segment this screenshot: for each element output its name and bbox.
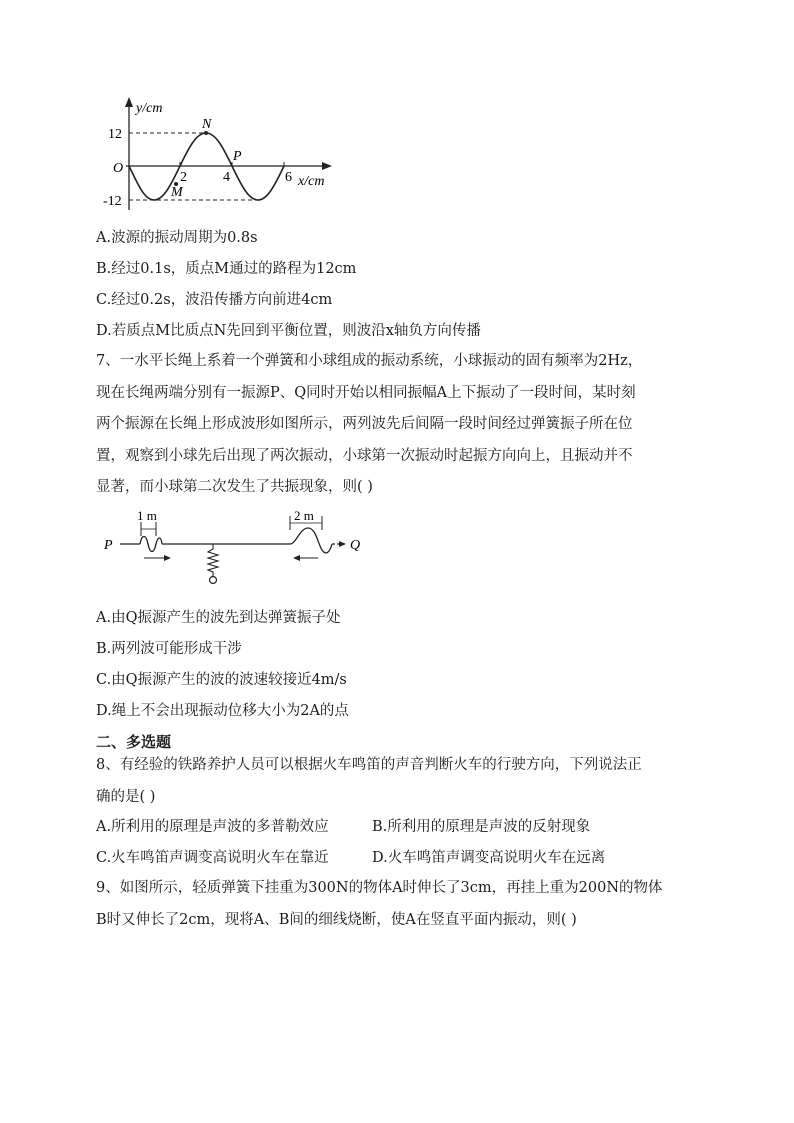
spring: [208, 544, 218, 576]
origin-label: O: [113, 161, 124, 176]
q8-option-c: C.火车鸣笛声调变高说明火车在靠近: [96, 850, 329, 866]
q7-line-3: 两个振源在长绳上形成波形如图所示，两列波先后间隔一段时间经过弹簧振子所在位: [96, 416, 633, 432]
x-axis-arrow: [322, 162, 332, 170]
q9-line-2: B时又伸长了2cm，现将A、B间的细线烧断，使A在竖直平面内振动，则( ): [96, 911, 577, 928]
y-axis-arrow: [125, 97, 133, 107]
label-Q: Q: [350, 538, 361, 553]
q7-option-b: B.两列波可能形成干涉: [96, 641, 242, 657]
left-wave-pulse: [140, 537, 162, 552]
q7-option-d: D.绳上不会出现振动位移大小为2A的点: [96, 703, 349, 719]
dim-left-label: 1 m: [137, 508, 157, 523]
ball: [210, 577, 217, 584]
arrow-right-wave-head: [293, 555, 300, 561]
q6-option-b: B.经过0.1s，质点M通过的路程为12cm: [96, 261, 357, 277]
q7-line-5: 显著，而小球第二次发生了共振现象，则( ): [96, 479, 373, 495]
point-N-label: N: [202, 117, 212, 132]
y-axis-label: y/cm: [136, 101, 163, 116]
point-P-label: P: [233, 149, 242, 164]
tick-label-y-12: 12: [108, 127, 122, 142]
x-axis-label: x/cm: [298, 174, 325, 189]
arrow-left-wave-head: [164, 555, 171, 561]
q8-option-a: A.所利用的原理是声波的多普勒效应: [96, 819, 329, 835]
dim-right-label: 2 m: [294, 508, 314, 523]
q8-option-d: D.火车鸣笛声调变高说明火车在远离: [372, 850, 606, 866]
section-heading-multiple-choice: 二、多选题: [96, 733, 172, 751]
q7-line-1: 7、一水平长绳上系着一个弹簧和小球组成的振动系统，小球振动的固有频率为2Hz，: [96, 353, 643, 369]
label-P: P: [104, 538, 113, 553]
tick-label-y-neg12: -12: [103, 194, 122, 209]
q6-option-c: C.经过0.2s，波沿传播方向前进4cm: [96, 292, 333, 308]
q6-option-a: A.波源的振动周期为0.8s: [96, 230, 258, 246]
q8-line-2: 确的是( ): [96, 788, 156, 805]
q7-question: [96, 346, 706, 504]
q7-line-4: 置，观察到小球先后出现了两次振动，小球第一次振动时起振方向向上，且振动并不: [96, 447, 633, 464]
tick-label-x-6: 6: [285, 170, 292, 185]
q7-option-a: A.由Q振源产生的波先到达弹簧振子处: [96, 610, 341, 626]
q7-line-2: 现在长绳两端分别有一振源P、Q同时开始以相同振幅A上下振动了一段时间，某时刻: [96, 384, 636, 401]
tick-label-x-4: 4: [223, 170, 230, 185]
q8-line-1: 8、有经验的铁路养护人员可以根据火车鸣笛的声音判断火车的行驶方向，下列说法正: [96, 757, 642, 773]
right-wave-pulse: [290, 528, 332, 553]
q6-option-d: D.若质点M比质点N先回到平衡位置，则波沿x轴负方向传播: [96, 323, 481, 339]
tick-label-x-2: 2: [180, 170, 187, 185]
point-M-label: M: [171, 185, 183, 200]
q9-line-1: 9、如图所示，轻质弹簧下挂重为300N的物体A时伸长了3cm，再挂上重为200N的物体: [96, 880, 663, 896]
q8-option-b: B.所利用的原理是声波的反射现象: [372, 819, 591, 835]
q9-question: [96, 873, 706, 936]
q8-question: [96, 750, 706, 813]
q7-option-c: C.由Q振源产生的波的波速较接近4m/s: [96, 672, 347, 688]
rope-right-arrow: [339, 541, 346, 547]
wave-graph-figure: [96, 92, 346, 217]
rope-spring-figure: [96, 506, 366, 594]
